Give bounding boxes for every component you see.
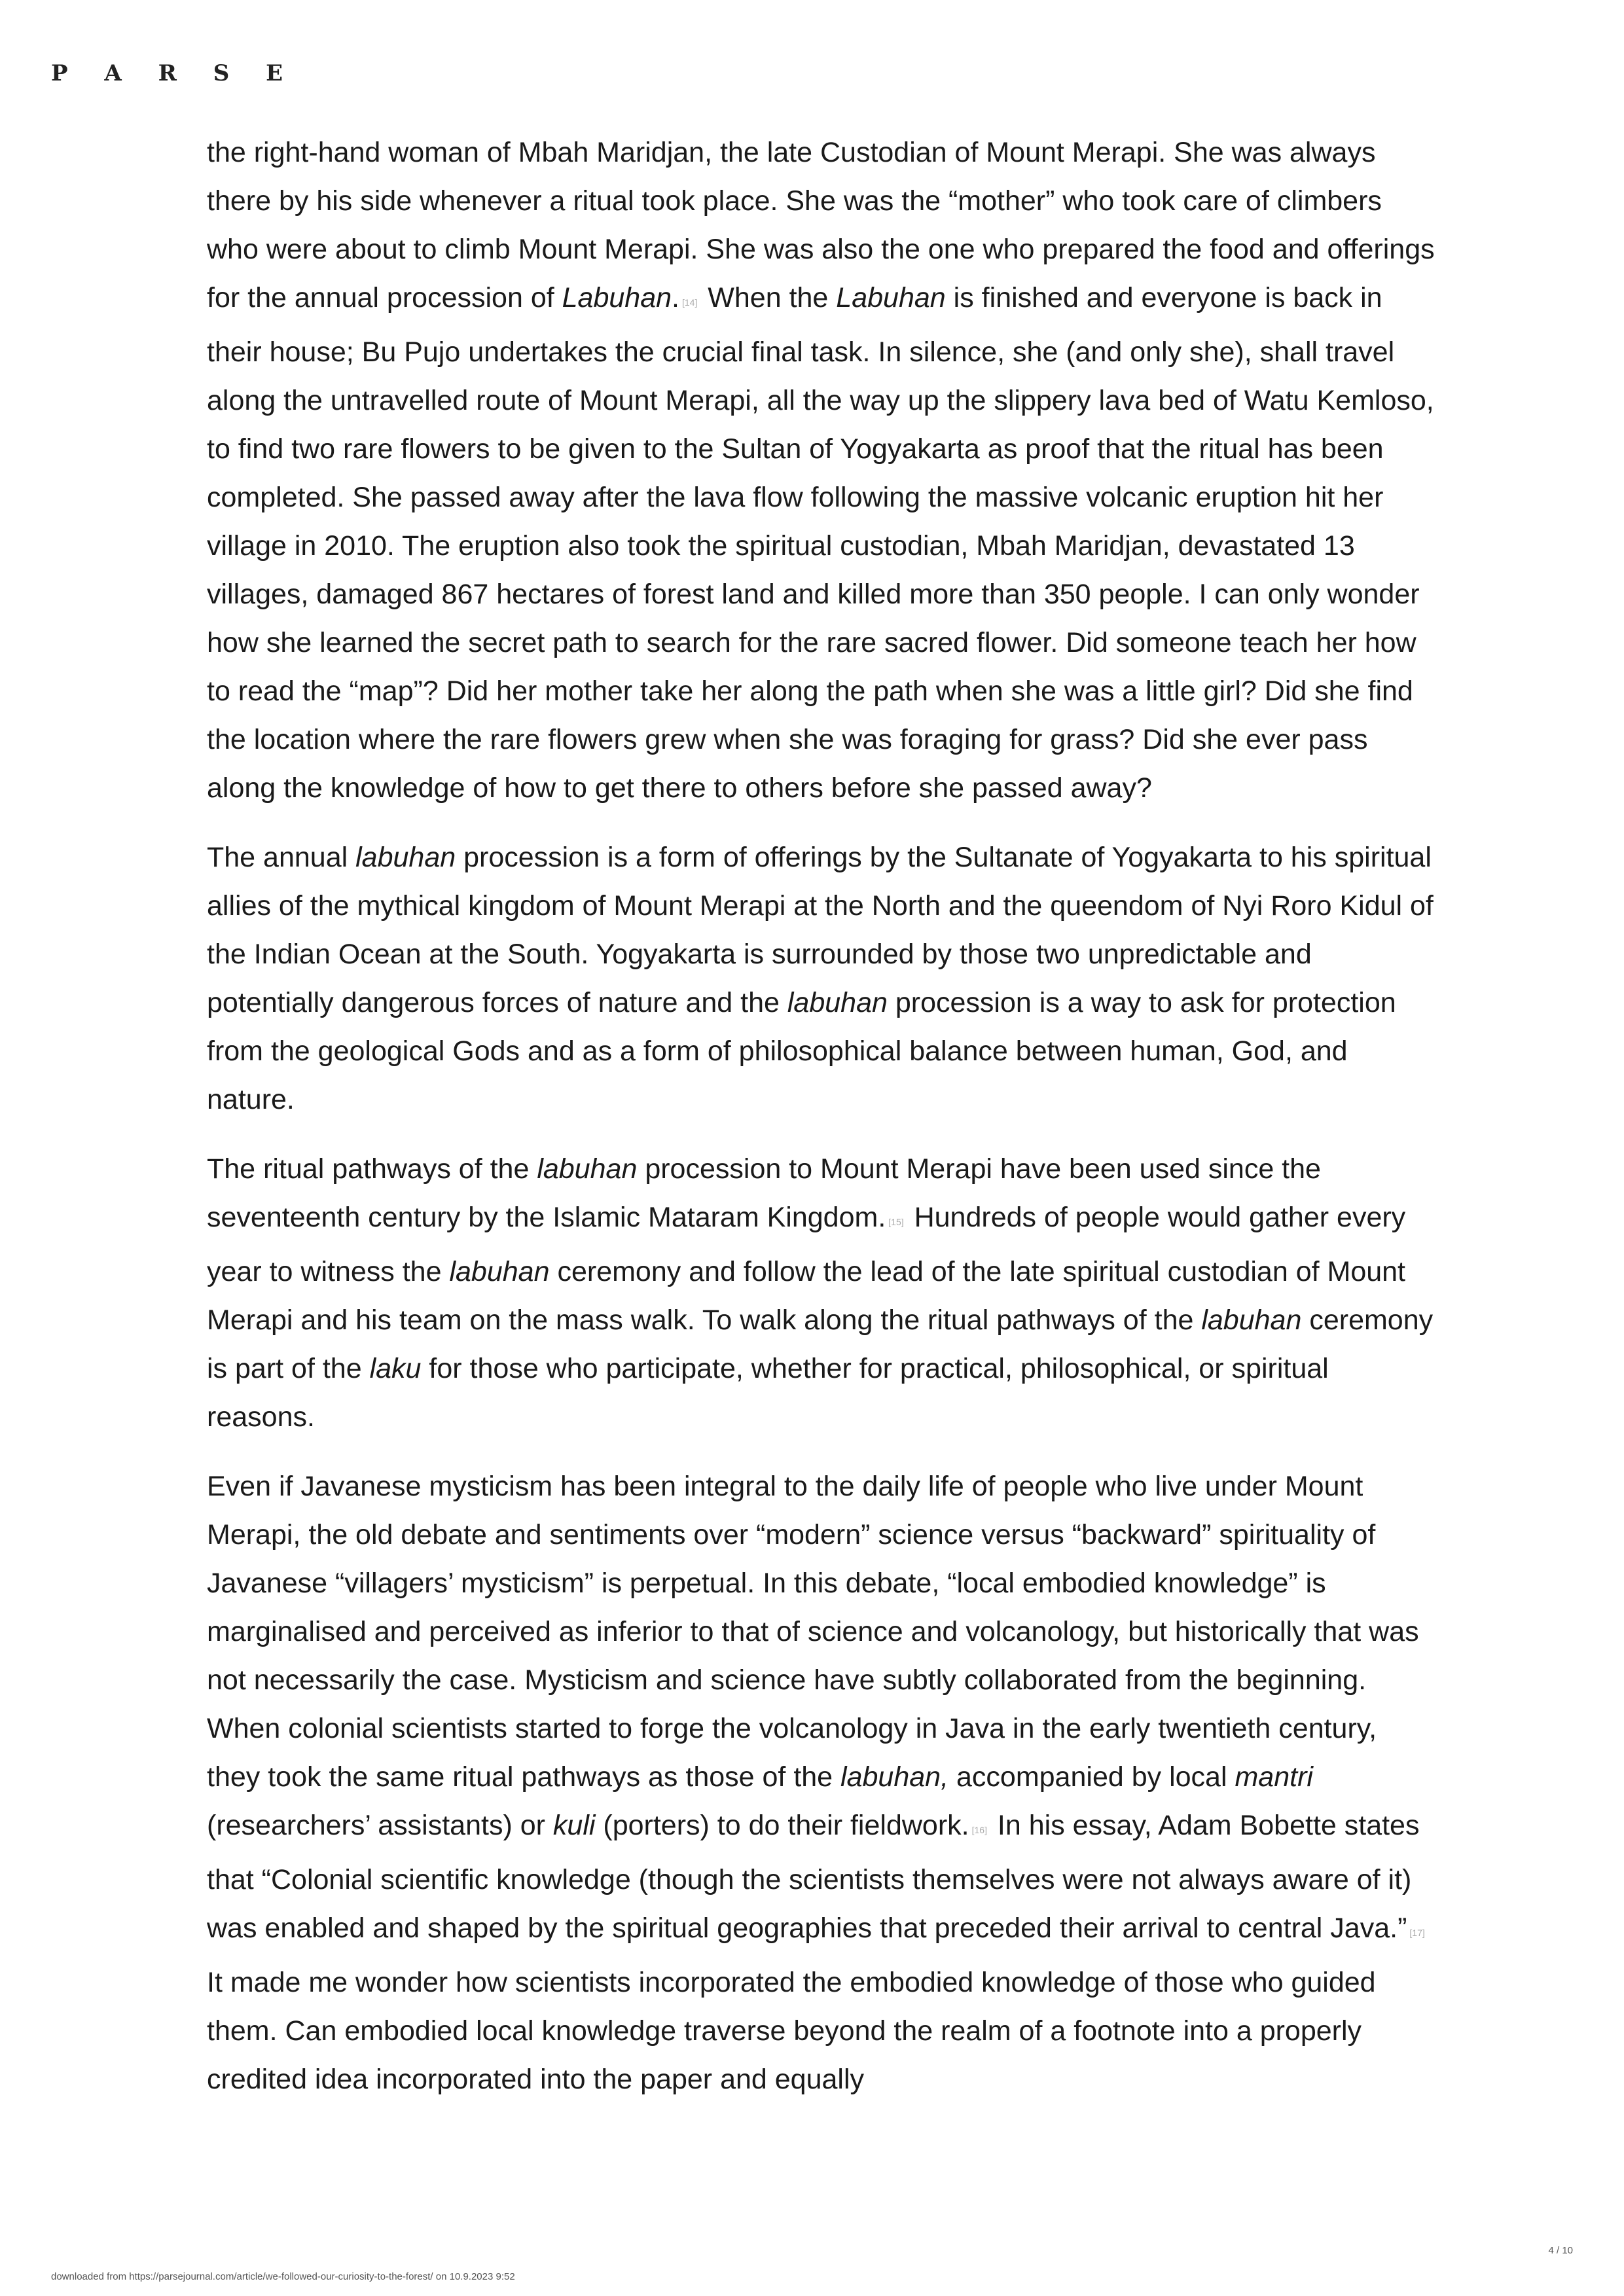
italic-term: labuhan, (840, 1761, 949, 1793)
text-run: procession is a way to ask for protection from the geological Gods and as a form of philosophical balance between human, God, and nature. (207, 987, 1396, 1115)
text-run: ceremony is part of the (207, 1304, 1434, 1384)
article-body (207, 128, 1437, 2125)
text-run: procession to Mount Merapi have been used since the seventeenth century by the Islamic Mataram Kingdom. (207, 1153, 1321, 1233)
download-source-note: downloaded from https://parsejournal.com/article/we-followed-our-curiosity-to-the-forest/ on 10.9.2023 9:52 (51, 2271, 515, 2282)
italic-term: labuhan (537, 1153, 638, 1185)
paragraph (207, 1145, 1437, 1441)
italic-term: labuhan (355, 842, 456, 873)
text-run: The ritual pathways of the (207, 1153, 537, 1185)
footnote-link[interactable]: [17] (1409, 1928, 1425, 1938)
italic-term: laku (369, 1353, 422, 1384)
text-run: ceremony and follow the lead of the late spiritual custodian of Mount Merapi and his team on the mass walk. To walk along the ritual pathways of the (207, 1256, 1406, 1336)
italic-term: mantri (1235, 1761, 1313, 1793)
italic-term: labuhan (1201, 1304, 1302, 1336)
text-run: (researchers’ assistants) or (207, 1810, 553, 1841)
text-run: When the (700, 282, 837, 314)
site-logo[interactable]: P A R S E (51, 60, 298, 86)
text-run: In his essay, Adam Bobette states that “Colonial scientific knowledge (though the scientists themselves were not always aware of it) was enabled and shaped by the spiritual geographies that preceded their arrival to central Java.” (207, 1810, 1420, 1944)
paragraph (207, 833, 1437, 1124)
text-run: is finished and everyone is back in their house; Bu Pujo undertakes the crucial final task. In silence, she (and only she), shall travel along the untravelled route of Mount Merapi, all the way up the slippery lava bed of Watu Kemloso, to find two rare flowers to be given to the Sultan of Yogyakarta as proof that the ritual has been completed. She passed away after the lava flow following the massive volcanic eruption hit her village in 2010. The eruption also took the spiritual custodian, Mbah Maridjan, devastated 13 villages, damaged 867 hectares of forest land and killed more than 350 people. I can only wonder how she learned the secret path to search for the rare sacred flower. Did someone teach her how to read the “map”? Did her mother take her along the path when she was a little girl? Did she find the location where the rare flowers grew when she was foraging for grass? Did she ever pass along the knowledge of how to get there to others before she passed away? (207, 282, 1434, 804)
text-run: (porters) to do their fieldwork. (595, 1810, 969, 1841)
paragraph (207, 128, 1437, 812)
italic-term: kuli (552, 1810, 596, 1841)
footnote-link[interactable]: [16] (971, 1825, 987, 1835)
italic-term: labuhan (787, 987, 888, 1018)
footnote-link[interactable]: [14] (681, 297, 698, 308)
text-run: The annual (207, 842, 356, 873)
italic-term: Labuhan (562, 282, 672, 314)
text-run: the right-hand woman of Mbah Maridjan, the late Custodian of Mount Merapi. She was always there by his side whenever a ritual took place. She was the “mother” who took care of climbers who were about to climb Mount Merapi. She was also the one who prepared the food and offerings for the annual procession of (207, 137, 1435, 314)
text-run: It made me wonder how scientists incorporated the embodied knowledge of those who guided them. Can embodied local knowledge traverse beyond the realm of a footnote into a properly credited idea incorporated into the paper and equally (207, 1967, 1376, 2095)
text-run: Hundreds of people would gather every year to witness the (207, 1202, 1406, 1287)
text-run: Even if Javanese mysticism has been integral to the daily life of people who live under Mount Merapi, the old debate and sentiments over “modern” science versus “backward” spirituality of Javanese “villagers’ mysticism” is perpetual. In this debate, “local embodied knowledge” is marginalised and perceived as inferior to that of science and volcanology, but historically that was not necessarily the case. Mysticism and science have subtly collaborated from the beginning. When colonial scientists started to forge the volcanology in Java in the early twentieth century, they took the same ritual pathways as those of the (207, 1471, 1419, 1793)
text-run: . (672, 282, 679, 314)
text-run: accompanied by local (948, 1761, 1235, 1793)
italic-term: labuhan (449, 1256, 550, 1287)
paragraph (207, 1462, 1437, 2104)
page-number: 4 / 10 (1548, 2245, 1573, 2256)
text-run: procession is a form of offerings by the Sultanate of Yogyakarta to his spiritual allies of the mythical kingdom of Mount Merapi at the North and the queendom of Nyi Roro Kidul of the Indian Ocean at the South. Yogyakarta is surrounded by those two unpredictable and potentially dangerous forces of nature and the (207, 842, 1434, 1018)
italic-term: Labuhan (836, 282, 946, 314)
text-run: for those who participate, whether for practical, philosophical, or spiritual reasons. (207, 1353, 1329, 1433)
footnote-link[interactable]: [15] (888, 1217, 904, 1227)
